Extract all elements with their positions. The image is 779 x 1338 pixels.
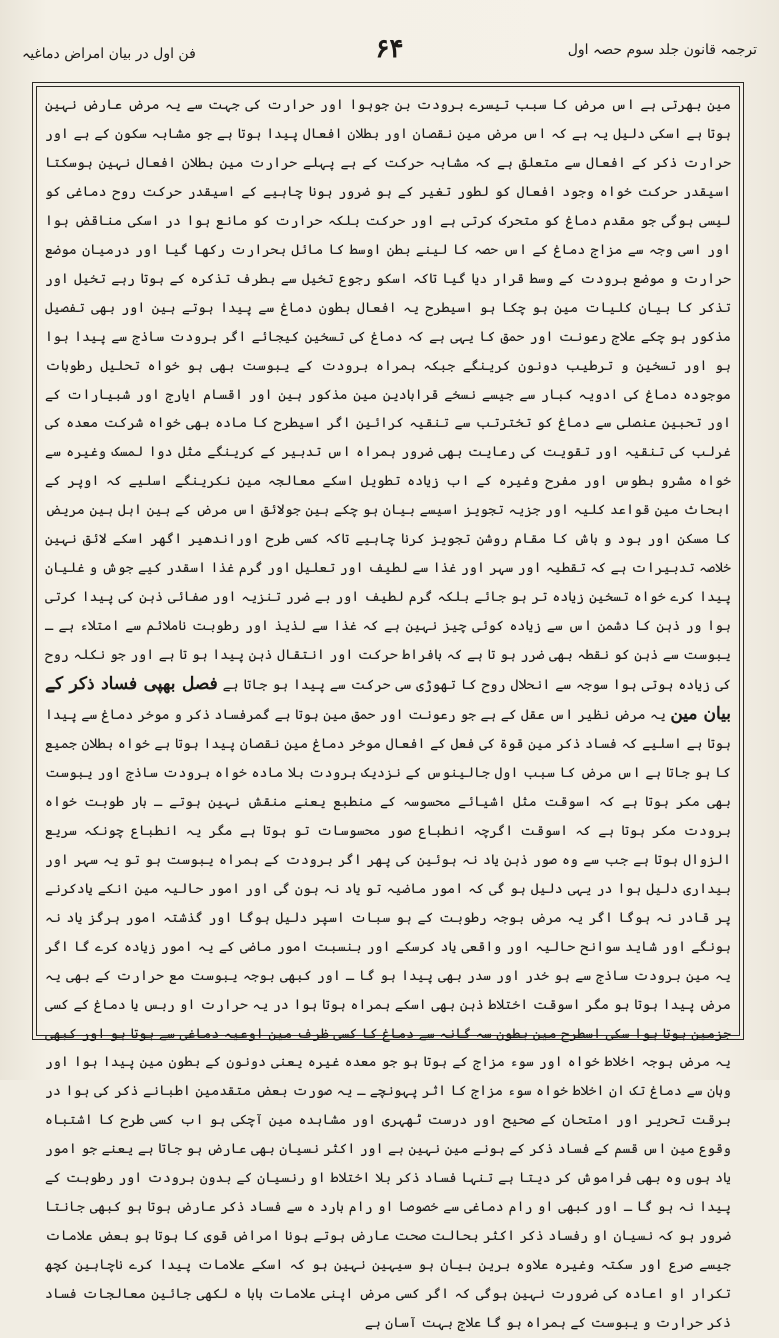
running-title: ترجمہ قانون جلد سوم حصہ اول: [567, 42, 757, 58]
page-header: [22, 34, 757, 70]
body-text: [45, 91, 731, 1332]
section-heading: فصل بھپی فساد ذکر کے بیان مین: [45, 674, 731, 725]
paragraph-2: یہ مرض نظیر اس عقل کے ہے جو رعونت اور حمق مین ہوتا ہے گمرفساد ذکر و موخر دماغ سے پیدا ہوتا ہے اسلیے کہ فساد ذکر مین قوۃ کی فعل کے افعال موخر دماغ مین نقصان پیدا ہوتا ہے خواہ بطلان جمیع کا ہو جاتا ہے اس مرض کا سبب اول جالینوس کے نزدیک برودت بلا مادہ خواہ برودت ساذج اور یبوست بھی مکر ہوتا ہے کہ اسوقت مثل اشیائے محسوسہ کے منطبع یعنے منقش نہین ہوتے ـ بار طوبت خواہ برودت مکر ہوتا ہے کہ اسوقت اگرچہ انطباع صور محسوسات تو ہوتا ہے مگر یہ انطباع چونکہ سریع الزوال ہوتا ہے جب سے وہ صور ذہن یاد نہ ہوئین کی پھر اگر برودت کے ہمراہ یبوست ہو تو یہ سہر اور بیداری دلیل ہوا در یہی دلیل ہو گی کہ امور ماضیہ تو یاد نہ ہون گی اور امور حالیہ مین انکے یادکرنے پر قادر نہ ہوگا اگر یہ مرض بوجہ رطوبت کے ہو سبات اسپر دلیل ہوگا اور گذشتہ امور ہرگز یاد نہ ہونگے اور شاید سوانح حالیہ اور واقعی یاد کرسکے اور بنسبت امور ماضی کے یہ امور زیادہ کرے گا اگر یہ مین برودت ساذج سے ہو خدر اور سدر بھی پیدا ہو گا ـ اور کبھی بوجہ یبوست مع حرارت کے بھی یہ مرض پیدا ہوتا ہو مگر اسوقت اختلاط ذہن بھی اسکے ہمراہ ہوتا ہوا در یہ حرارت او ربس یا دماغ کے کسی جزمین ہوتا ہوا سکی اسطرح مین بطون سہ گانہ سے دماغ کا کسی ظرف مین اوعیہ دماغی سے ہوتا ہو اور کبھی یہ مرض بوجہ اخلاط خواہ اور سوء مزاج کے ہوتا ہو جو معدہ غیرہ یعنی دونون کے بطون مین پیدا ہوا اور وہان سے دماغ تک ان اخلاط خواہ سوء مزاج کا اثر پہونچے ـ یہ صورت بعض متقدمین اطبانے ذکر کی ہوا در برقت تحریر اور امتحان کے صحیح اور درست ٹھہری اور مشاہدہ مین آچکی ہو اب کسی طرح کا اشتباہ وقوع مین اس قسم کے فساد ذکر کے ہونے مین نہین ہے اور اکثر نسیان بھی عارض ہو جاتا ہے یعنے جو امور یاد ہوں وہ بھی فراموش کر دیتا ہے تنہا فساد ذکر بلا اختلاط او رنسیان کے بدون برودت اور رطوبت کے پیدا نہ ہو گا ـ اور کبھی او رام دماغی سے خصوصا او رام بارد ہ سے فساد ذکر عارض ہوتا ہو کبھی جانتا ضرور ہو کہ نسیان او رفساد ذکر اکثر بحالت صحت عارض ہوتے ہونا امراض قوی کا ہوتا ہو بعض علامات جیسے صرع اور سکتہ وغیرہ علاوہ برین بیان ہو سیہین نہین ہو کہ اسکے علامات پیدا کرے ناچاہین کچھ تکرار او اعادہ کی ضرورت نہین ہوگی کہ اگر کسی مرض اپنی علامات بابا ہ لکھی جائین معالجات فساد ذکر حرارت و یبوست کے ہمراہ ہو گا علاج بہت آسان ہے: [45, 707, 731, 1332]
paragraph-1: مین بھرتی ہے اس مرض کا سبب تیسرے برودت بن جوہوا اور حرارت کی جہت سے یہ مرض عارض نہین ہوتا ہے اسکی دلیل یہ ہے کہ اس مرض مین نقصان اور بطلان افعال پیدا ہوتا ہے جو مشابہ سکون کے ہے اور حرارت ذکر کے افعال سے متعلق ہے کہ مشابہ حرکت کے ہے پہلے حرارت مین بطلان افعال نہین ہوسکتا اسیقدر حرکت خواہ وجود افعال کو لطور تغیر کے ہو ضرور ہونا چاہیے کے اسیقدر حرکت روح دماغی کو لیسی ہوگی جو مقدم دماغ کو متحرک کرتی ہے اور حرکت بلکہ حرارت کو مانع ہوا در اسکی مناقض ہوا اور اسی وجہ سے مزاج دماغ کے اس حصہ کا لینے بطن اوسط کا مائل بحرارت رکھا گیا اور درمیان موضع حرارت و موضع برودت کے وسط قرار دیا گیا تاکہ اسکو رجوع تخیل سے بطرف تذکرہ کے ہوتا رہے تخیل اور تذکر کا بیان کلیات مین ہو چکا ہو اسیطرح یہ افعال بطون دماغ سے پیدا ہوتے ہین اور بھی تفصیل مذکور ہو چکے علاج رعونت اور حمق کا یہی ہے کہ دماغ کی تسخین کیجائے اگر برودت ساذج سے پیدا ہوا ہو اور تسخین و ترطیب دونون کرینگے جبکہ ہمراہ برودت کے یبوست بھی ہو خواہ تحلیل رطوبات موجودہ دماغ کی ادویہ کبار سے جیسے نسخے قرابادین مین مذکور ہین اور اقسام ایارج اور شبیارات کے اور تحبین عنصلی سے دماغ کو تخترتب سے تنقیہ کرائین اگر اسیطرح کا مادہ بھی خواہ شرکت معدہ کی غرلب کی تنقیہ اور تقویت کی رعایت بھی ضرور ہمراہ اس تدبیر کے کرینگے مثل دوا لمسک وغیرہ سے خواہ مشرو بطوس اور مفرح وغیرہ کے اب زیادہ تطویل اسکے معالجہ مین نکرینگے اسلیے کہ اوپر کے ابحاث مین قواعد کلیہ اور جزیہ تجویز اسیسے بیان ہو چکے ہین جولائق اس مرض کے ہین اہل ہین مریض کا مسکن اور بود و باش کا مقام روشن تجویز کرنا چاہیے تاکہ کسی طرح اوراندھیر اگھر اسکے لائق نہین خلاصہ تدبیرات ہے کہ تقطیہ اور سہر اور غذا سے لطیف اور تعلیل اور گرم غذا اسقدر کیے جوش و غلیان پیدا کرے خواہ تسخین زیادہ تر ہو جائے بلکہ گرم لطیف اور بے ضرر تنزیہ اور صفائی ذہن کی پیدا کرتی ہوا ور ذہن کا دشمن اس سے زیادہ کوئی چیز نہین ہے کہ غذا سے لذیذ اور رطوبت ناملائم سے امتلاء ہے ـ یبوست سے ذہن کو نقطہ بھی ضرر ہو تا ہے کہ بافراط حرکت اور انتقال ذہن پیدا ہو تا ہے اور جو نکلہ روح کی زیادہ ہوتی ہوا سوجہ سے انحلال روح کا تھوڑی سی حرکت سے پیدا ہو جاتا ہے: [45, 97, 731, 694]
text-frame: [32, 82, 744, 1332]
page-number: ۶۴: [375, 34, 404, 64]
chapter-title: فن اول در بیان امراض دماغیہ: [22, 46, 196, 62]
